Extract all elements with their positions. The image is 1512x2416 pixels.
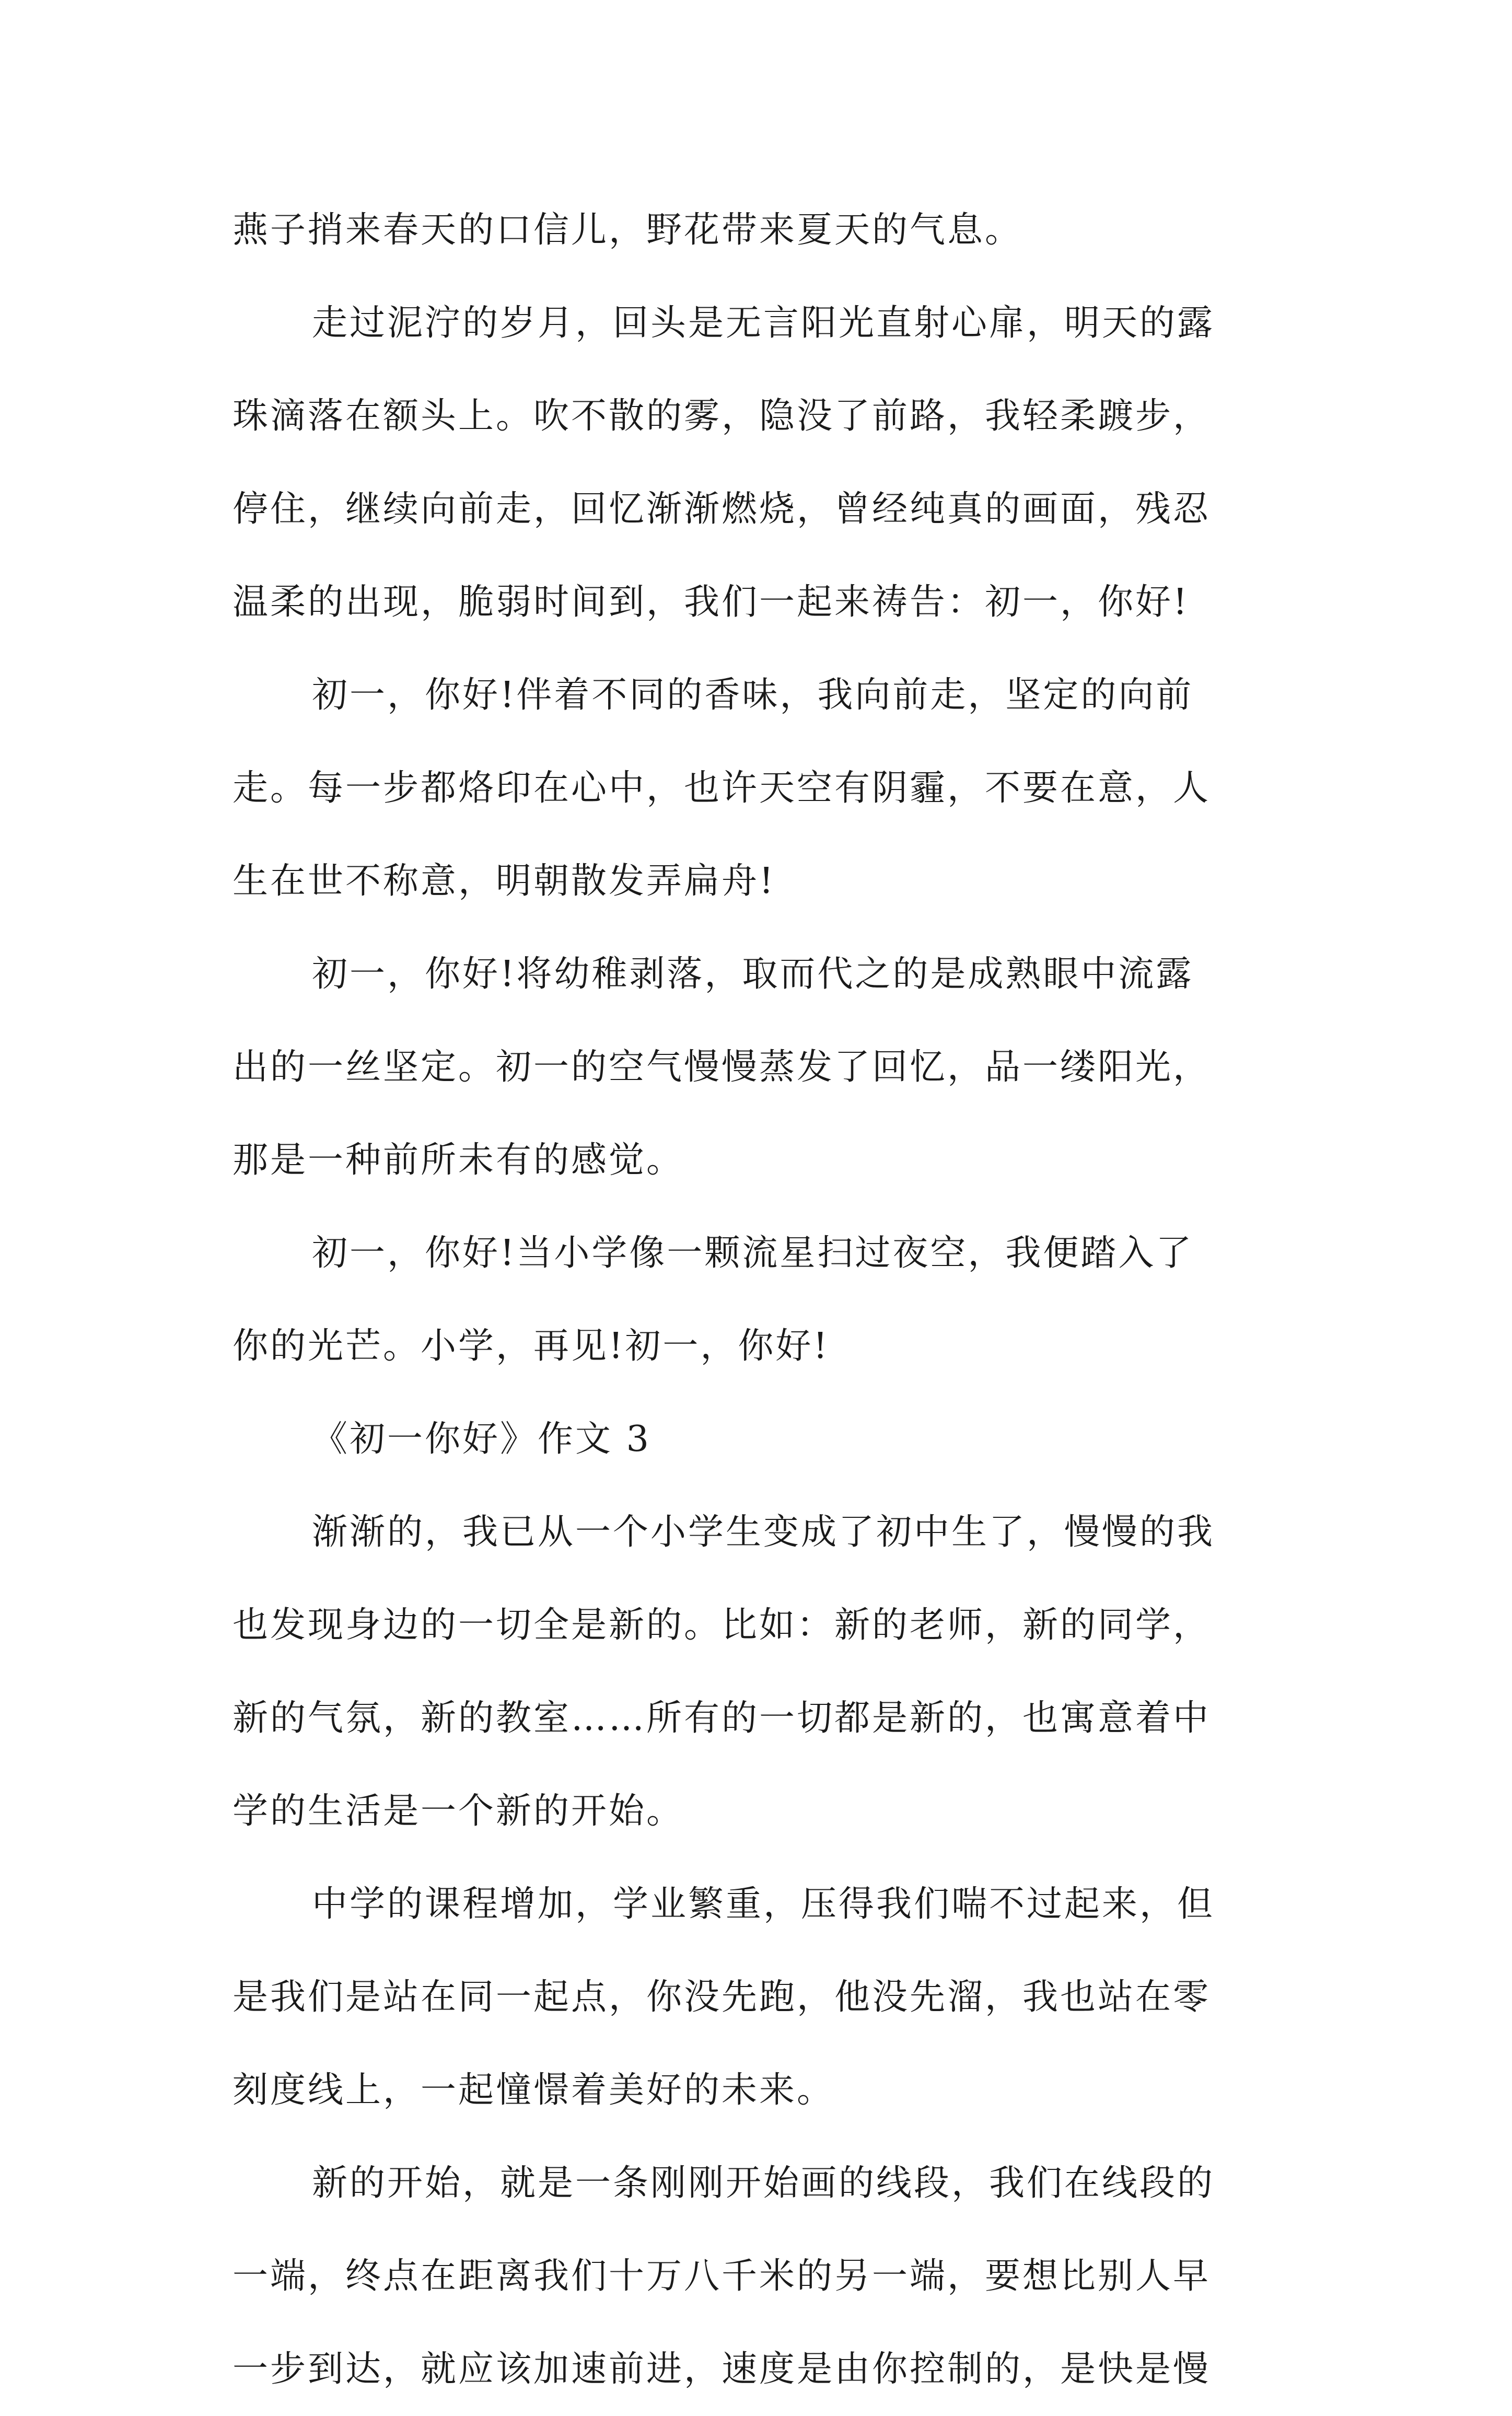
text-line: 一端，终点在距离我们十万八千米的另一端，要想比别人早	[232, 2256, 1211, 2297]
text-line: 刻度线上，一起憧憬着美好的未来。	[232, 2070, 835, 2111]
text-line: 初一，你好!将幼稚剥落，取而代之的是成熟眼中流露	[312, 954, 1194, 995]
text-line: 初一，你好!伴着不同的香味，我向前走，坚定的向前	[312, 675, 1194, 716]
text-line: 你的光芒。小学，再见!初一，你好!	[232, 1326, 830, 1367]
text-line: 停住，继续向前走，回忆渐渐燃烧，曾经纯真的画面，残忍	[232, 489, 1211, 530]
text-line: 走。每一步都烙印在心中，也许天空有阴霾，不要在意，人	[232, 768, 1211, 809]
text-line: 出的一丝坚定。初一的空气慢慢蒸发了回忆，品一缕阳光，	[232, 1047, 1211, 1088]
text-line: 中学的课程增加，学业繁重，压得我们喘不过起来，但	[312, 1884, 1215, 1925]
text-line: 温柔的出现，脆弱时间到，我们一起来祷告：初一，你好!	[232, 582, 1190, 623]
text-line: 初一，你好!当小学像一颗流星扫过夜空，我便踏入了	[312, 1233, 1194, 1274]
text-line: 渐渐的，我已从一个小学生变成了初中生了，慢慢的我	[312, 1512, 1215, 1553]
text-line: 走过泥泞的岁月，回头是无言阳光直射心扉，明天的露	[312, 303, 1215, 344]
text-line: 《初一你好》作文 3	[312, 1419, 651, 1460]
text-line: 一步到达，就应该加速前进，速度是由你控制的，是快是慢	[232, 2349, 1211, 2390]
text-line: 那是一种前所未有的感觉。	[232, 1140, 684, 1181]
text-line: 也发现身边的一切全是新的。比如：新的老师，新的同学，	[232, 1605, 1211, 1646]
document-body	[232, 184, 1304, 2416]
text-line: 是我们是站在同一起点，你没先跑，他没先溜，我也站在零	[232, 1977, 1211, 2018]
text-line: 学的生活是一个新的开始。	[232, 1791, 684, 1832]
text-line: 生在世不称意，明朝散发弄扁舟!	[232, 861, 776, 902]
text-line: 燕子捎来春天的口信儿，野花带来夏天的气息。	[232, 210, 1023, 251]
text-line: 新的开始，就是一条刚刚开始画的线段，我们在线段的	[312, 2163, 1215, 2204]
text-line: 珠滴落在额头上。吹不散的雾，隐没了前路，我轻柔踱步，	[232, 396, 1211, 437]
text-line: 新的气氛，新的教室……所有的一切都是新的，也寓意着中	[232, 1698, 1211, 1739]
